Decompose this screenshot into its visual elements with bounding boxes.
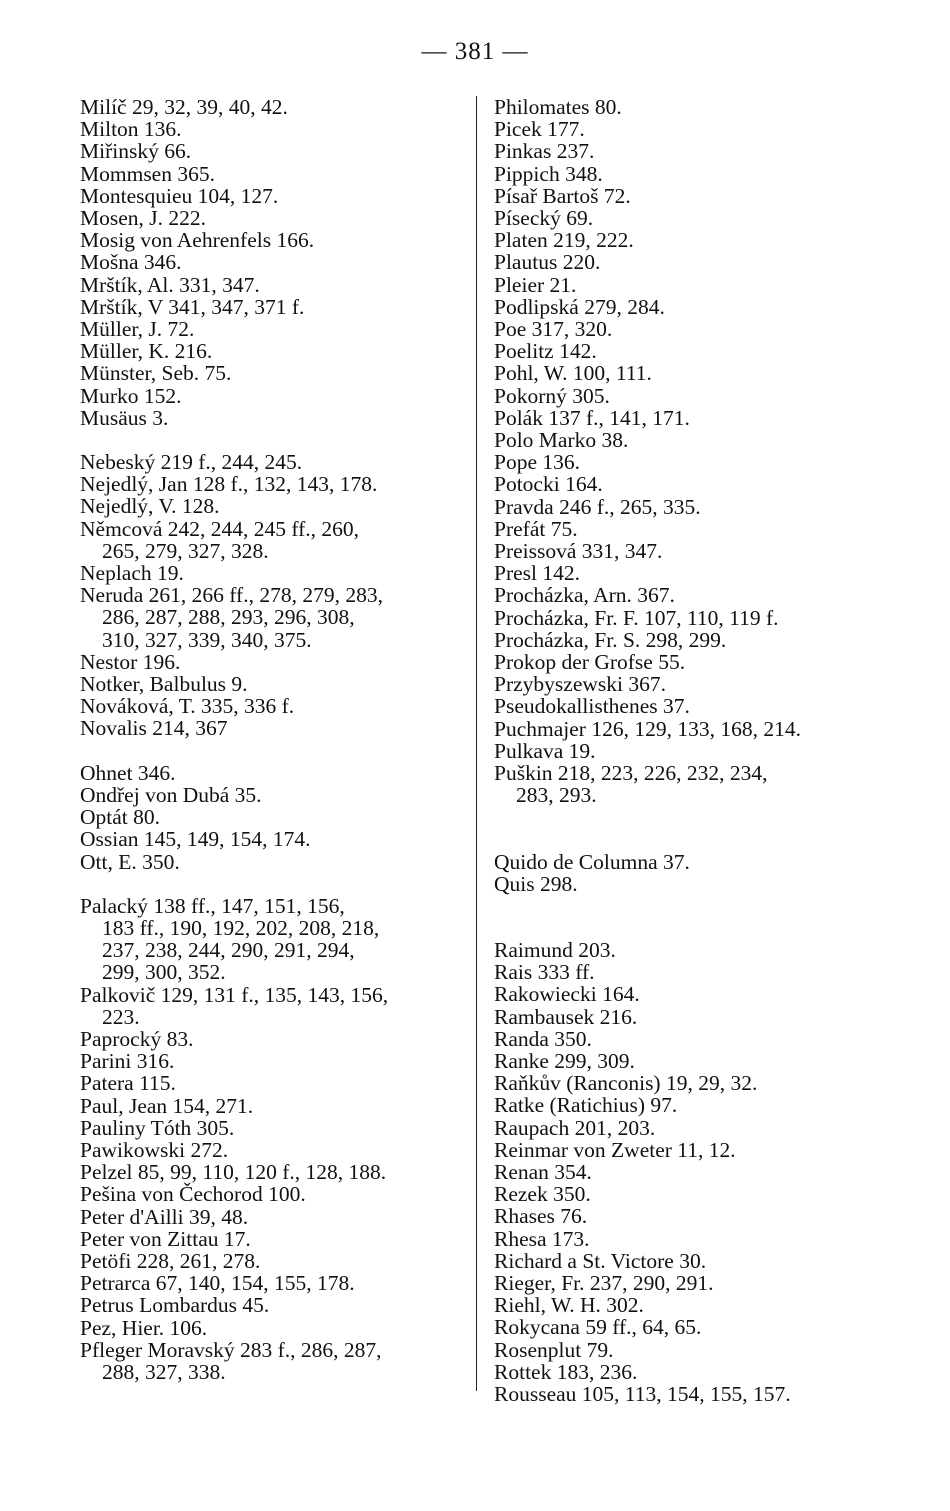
- index-entry: Polák 137 f., 141, 171.: [494, 405, 690, 430]
- index-entry: Milíč 29, 32, 39, 40, 42.: [80, 95, 288, 119]
- index-entry: Reinmar von Zweter 11, 12.: [494, 1137, 736, 1162]
- page-number: — 381 —: [421, 38, 529, 65]
- index-entry: Pinkas 237.: [494, 139, 595, 164]
- index-entry: Peter d'Ailli 39, 48.: [80, 1204, 249, 1229]
- index-entry: Nejedlý, Jan 128 f., 132, 143, 178.: [80, 472, 378, 497]
- index-entry: Przybyszewski 367.: [494, 672, 666, 697]
- index-entry: Montesquieu 104, 127.: [80, 183, 279, 208]
- index-entry: Rhases 76.: [494, 1204, 588, 1229]
- index-entry: Rottek 183, 236.: [494, 1359, 638, 1384]
- index-entry: Procházka, Arn. 367.: [494, 583, 675, 608]
- index-entry: Pope 136.: [494, 450, 580, 475]
- letter-section-gap: [80, 873, 465, 895]
- index-entry: Miřinský 66.: [80, 139, 192, 164]
- index-entry: Petrarca 67, 140, 154, 155, 178.: [80, 1271, 355, 1296]
- letter-section-gap: [80, 429, 465, 451]
- index-entry: Ranke 299, 309.: [494, 1048, 635, 1073]
- letter-section-gap: [494, 895, 894, 939]
- index-entry-continuation: 237, 238, 244, 290, 291, 294,: [102, 938, 355, 963]
- index-entry: Němcová 242, 244, 245 ff., 260,: [80, 516, 360, 541]
- index-column-left: [80, 96, 465, 1383]
- index-entry: Preissová 331, 347.: [494, 539, 663, 564]
- index-entry: Philomates 80.: [494, 95, 622, 119]
- index-entry-continuation: 288, 327, 338.: [102, 1359, 226, 1384]
- index-entry: Prokop der Grofse 55.: [494, 650, 686, 675]
- index-entry: Rakowiecki 164.: [494, 982, 640, 1007]
- index-entry-continuation: 265, 279, 327, 328.: [102, 538, 269, 563]
- index-entry: Paprocký 83.: [80, 1026, 194, 1051]
- letter-section-gap: [80, 740, 465, 762]
- index-entry: Parini 316.: [80, 1049, 175, 1074]
- index-entry: Mošna 346.: [80, 250, 182, 275]
- index-entry: Ossian 145, 149, 154, 174.: [80, 827, 311, 852]
- index-entry-continuation: 310, 327, 339, 340, 375.: [102, 627, 312, 652]
- index-entry: Pawikowski 272.: [80, 1137, 229, 1162]
- index-entry: Pippich 348.: [494, 161, 603, 186]
- index-entry: Presl 142.: [494, 561, 580, 586]
- index-entry: Potocki 164.: [494, 472, 603, 497]
- index-entry: Nebeský 219 f., 244, 245.: [80, 450, 303, 475]
- index-entry-continuation: 283, 293.: [516, 783, 597, 808]
- index-entry: Palacký 138 ff., 147, 151, 156,: [80, 893, 345, 918]
- index-entry: Mommsen 365.: [80, 161, 215, 186]
- index-entry: Pelzel 85, 99, 110, 120 f., 128, 188.: [80, 1160, 387, 1185]
- index-entry: Quis 298.: [494, 871, 578, 896]
- index-entry: Nováková, T. 335, 336 f.: [80, 694, 295, 719]
- index-entry: Petöfi 228, 261, 278.: [80, 1248, 261, 1273]
- index-entry: Nestor 196.: [80, 649, 181, 674]
- index-entry: Müller, J. 72.: [80, 317, 195, 342]
- index-entry: Pravda 246 f., 265, 335.: [494, 494, 701, 519]
- index-entry: Musäus 3.: [80, 405, 169, 430]
- index-entry: Mosig von Aehrenfels 166.: [80, 228, 315, 253]
- index-entry: Plautus 220.: [494, 250, 601, 275]
- index-entry: Písař Bartoš 72.: [494, 183, 631, 208]
- index-entry: Podlipská 279, 284.: [494, 294, 665, 319]
- index-entry: Petrus Lombardus 45.: [80, 1293, 270, 1318]
- index-entry: Riehl, W. H. 302.: [494, 1293, 644, 1318]
- index-entry: Rousseau 105, 113, 154, 155, 157.: [494, 1381, 791, 1406]
- index-entry: Pseudokallisthenes 37.: [494, 694, 690, 719]
- index-entry: Puškin 218, 223, 226, 232, 234,: [494, 761, 768, 786]
- index-entry: Quido de Columna 37.: [494, 849, 690, 874]
- index-entry: Pešina von Čechorod 100.: [80, 1182, 306, 1207]
- index-entry: Raňkův (Ranconis) 19, 29, 32.: [494, 1071, 758, 1096]
- index-entry: Puchmajer 126, 129, 133, 168, 214.: [494, 716, 801, 741]
- index-entry: Rambausek 216.: [494, 1004, 638, 1029]
- index-entry: Procházka, Fr. S. 298, 299.: [494, 627, 727, 652]
- index-entry: Pleier 21.: [494, 272, 577, 297]
- index-entry: Rezek 350.: [494, 1182, 591, 1207]
- index-entry: Paul, Jean 154, 271.: [80, 1093, 254, 1118]
- index-entry: Richard a St. Victore 30.: [494, 1248, 707, 1273]
- index-entry: Neruda 261, 266 ff., 278, 279, 283,: [80, 583, 383, 608]
- index-entry: Picek 177.: [494, 117, 585, 142]
- index-entry: Pfleger Moravský 283 f., 286, 287,: [80, 1337, 382, 1362]
- index-entry: Písecký 69.: [494, 206, 594, 231]
- index-entry: Poe 317, 320.: [494, 317, 613, 342]
- letter-section-gap: [494, 807, 894, 851]
- index-entry: Poelitz 142.: [494, 339, 597, 364]
- index-entry: Rosenplut 79.: [494, 1337, 614, 1362]
- index-entry: Raimund 203.: [494, 937, 616, 962]
- index-entry: Palkovič 129, 131 f., 135, 143, 156,: [80, 982, 389, 1007]
- index-entry: Mosen, J. 222.: [80, 206, 207, 231]
- index-entry: Renan 354.: [494, 1159, 592, 1184]
- index-entry: Rokycana 59 ff., 64, 65.: [494, 1315, 702, 1340]
- index-entry: Raupach 201, 203.: [494, 1115, 656, 1140]
- index-column-right: [494, 96, 894, 1405]
- index-entry: Rhesa 173.: [494, 1226, 590, 1251]
- index-entry: Pulkava 19.: [494, 738, 596, 763]
- index-entry: Prefát 75.: [494, 516, 578, 541]
- index-entry: Procházka, Fr. F. 107, 110, 119 f.: [494, 605, 779, 630]
- index-entry: Patera 115.: [80, 1071, 176, 1096]
- index-entry: Ondřej von Dubá 35.: [80, 782, 262, 807]
- index-entry-continuation: 299, 300, 352.: [102, 960, 226, 985]
- index-entry: Pokorný 305.: [494, 383, 610, 408]
- index-entry: Optát 80.: [80, 805, 161, 830]
- index-entry: Peter von Zittau 17.: [80, 1226, 251, 1251]
- index-entry: Müller, K. 216.: [80, 339, 213, 364]
- index-entry: Murko 152.: [80, 383, 182, 408]
- index-entry-continuation: 183 ff., 190, 192, 202, 208, 218,: [102, 915, 380, 940]
- index-entry: Milton 136.: [80, 117, 182, 142]
- index-entry: Ohnet 346.: [80, 760, 176, 785]
- index-entry-continuation: 286, 287, 288, 293, 296, 308,: [102, 605, 355, 630]
- index-entry: Pez, Hier. 106.: [80, 1315, 208, 1340]
- index-entry: Neplach 19.: [80, 561, 184, 586]
- index-entry: Pohl, W. 100, 111.: [494, 361, 652, 386]
- index-entry: Mrštík, Al. 331, 347.: [80, 272, 260, 297]
- index-entry: Notker, Balbulus 9.: [80, 672, 248, 697]
- index-entry: Münster, Seb. 75.: [80, 361, 232, 386]
- index-entry: Platen 219, 222.: [494, 228, 634, 253]
- index-entry: Ratke (Ratichius) 97.: [494, 1093, 678, 1118]
- index-entry: Rais 333 ff.: [494, 960, 595, 985]
- index-entry: Ott, E. 350.: [80, 849, 180, 874]
- index-entry: Mrštík, V 341, 347, 371 f.: [80, 294, 305, 319]
- index-entry: Nejedlý, V. 128.: [80, 494, 220, 519]
- index-entry-continuation: 223.: [102, 1004, 140, 1029]
- index-entry: Randa 350.: [494, 1026, 592, 1051]
- index-entry: Pauliny Tóth 305.: [80, 1115, 235, 1140]
- column-divider: [476, 96, 477, 1391]
- index-entry: Polo Marko 38.: [494, 428, 629, 453]
- index-entry: Novalis 214, 367: [80, 716, 228, 741]
- index-entry: Rieger, Fr. 237, 290, 291.: [494, 1270, 714, 1295]
